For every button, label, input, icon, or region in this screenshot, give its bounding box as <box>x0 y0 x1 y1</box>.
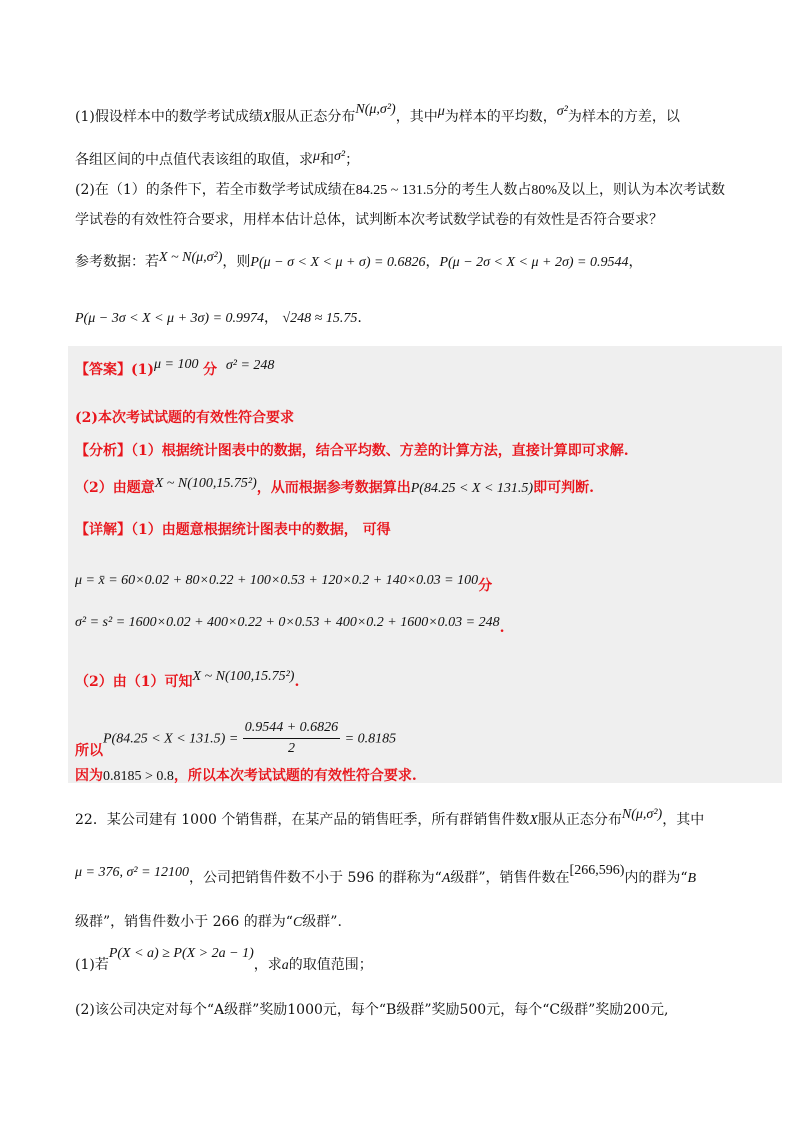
text: 级群”，销售件数小于 266 的群为“ <box>75 914 293 930</box>
answer-line1 <box>75 357 275 381</box>
ref-p2: P(μ − 2σ < X < μ + 2σ) = 0.9544 <box>439 255 629 270</box>
detail-mu <box>75 570 493 594</box>
text: (2)本次考试试题的有效性符合要求 <box>75 410 294 426</box>
text: 【分析】（1）根据统计图表中的数据，结合平均数、方差的计算方法，直接计算即可求解. <box>75 443 629 459</box>
text: ， <box>425 254 440 270</box>
text: ，求 <box>253 957 282 973</box>
answer-unit: 分 <box>202 362 217 378</box>
answer-mu: μ = 100 <box>154 357 199 372</box>
score-range: 84.25 ~ 131.5 <box>355 183 434 198</box>
var-mu: μ <box>437 104 445 119</box>
ref-p1: P(μ − σ < X < μ + σ) = 0.6826 <box>250 255 426 270</box>
text: 因为 <box>75 768 103 784</box>
text: 为样本的平均数， <box>444 109 557 125</box>
text: ，其中 <box>662 812 705 828</box>
analysis-p: P(84.25 < X < 131.5) <box>410 481 534 496</box>
text: 各组区间的中点值代表该组的取值，求 <box>75 152 313 168</box>
text: ， <box>264 310 279 326</box>
q22-line1 <box>75 807 705 831</box>
text: (1)假设样本中的数学考试成绩 <box>75 109 263 125</box>
text: 服从正态分布 <box>271 109 356 125</box>
text: (2)在（1）的条件下，若全市数学考试成绩在 <box>75 182 356 198</box>
normal-dist: N(μ,σ²) <box>355 102 396 117</box>
q22-line5 <box>75 1000 668 1020</box>
text: 参考数据：若 <box>75 254 159 270</box>
var-X: X <box>529 813 538 828</box>
text: . <box>357 310 362 326</box>
text: 和 <box>320 152 335 168</box>
text: ； <box>345 152 360 168</box>
grade-A: A <box>441 871 451 886</box>
answer-tag: 【答案】(1) <box>75 362 154 378</box>
analysis-line2 <box>75 478 594 499</box>
var-sigma2: σ² <box>556 104 568 119</box>
compare: 0.8185 > 0.8 <box>103 769 174 784</box>
var-a: a <box>281 958 289 973</box>
text: (2)该公司决定对每个“A级群”奖励1000元，每个“B级群”奖励500元，每个“C级群”奖励200元, <box>75 1002 669 1018</box>
mu-equation: μ = x̄ = 60×0.02 + 80×0.22 + 100×0.53 + 120×0.2 + 140×0.03 = 100 <box>75 573 479 588</box>
text: ，所以本次考试试题的有效性符合要求. <box>173 768 417 784</box>
grade-B: B <box>687 871 697 886</box>
text: ，公司把销售件数不小于 596 的群称为“ <box>189 870 442 886</box>
p-rhs: = 0.8185 <box>344 731 397 747</box>
q22-line3 <box>75 912 342 933</box>
fraction-den: 2 <box>287 741 295 756</box>
detail-dist: X ~ N(100,15.75²) <box>192 669 295 684</box>
q1-line1 <box>75 102 680 128</box>
ref-dist: X ~ N(μ,σ²) <box>159 250 223 265</box>
text: 学试卷的有效性符合要求，用样本估计总体，试判断本次考试数学试卷的有效性是否符合要求？ <box>75 212 663 228</box>
text: 级群”. <box>302 914 342 930</box>
var-mu: μ <box>313 149 321 164</box>
ref-p3: P(μ − 3σ < X < μ + 3σ) = 0.9974 <box>75 311 265 326</box>
text: 及以上，则认为本次考试数 <box>557 182 725 198</box>
text: ，则 <box>222 254 251 270</box>
fraction-num: 0.9544 + 0.6826 <box>243 718 340 739</box>
percent: 80% <box>531 183 557 198</box>
text: 级群”，销售件数在 <box>450 870 570 886</box>
text: 分 <box>478 578 493 594</box>
text: 的取值范围； <box>288 957 373 973</box>
ref-line1 <box>75 252 642 273</box>
analysis-line1 <box>75 441 629 461</box>
q2-line1 <box>75 180 725 201</box>
text: （2）由题意 <box>75 480 155 496</box>
answer-sigma: σ² = 248 <box>225 358 275 373</box>
analysis-dist: X ~ N(100,15.75²) <box>154 476 257 491</box>
detail-line2 <box>75 669 300 693</box>
text: . <box>294 674 300 690</box>
var-sigma2: σ² <box>334 149 346 164</box>
text: 22．某公司建有 1000 个销售群，在某产品的销售旺季，所有群销售件数 <box>75 812 530 828</box>
ref-sqrt: √248 ≈ 15.75 <box>282 311 358 326</box>
ref-line2 <box>75 308 362 329</box>
q2-line2 <box>75 210 663 230</box>
sigma-equation: σ² = s² = 1600×0.02 + 400×0.22 + 0×0.53 + 400×0.2 + 1600×0.03 = 248 <box>75 615 500 630</box>
grade-C: C <box>292 915 303 930</box>
q22-line2 <box>75 863 697 889</box>
params: μ = 376, σ² = 12100 <box>75 865 190 880</box>
text: 【详解】（1）由题意根据统计图表中的数据， 可得 <box>75 522 391 538</box>
text: ，从而根据参考数据算出 <box>256 480 411 496</box>
detail-because <box>75 766 417 787</box>
text: （2）由（1）可知 <box>75 674 193 690</box>
text: 内的群为“ <box>624 870 688 886</box>
p-lhs: P(84.25 < X < 131.5) = <box>103 731 239 747</box>
detail-line1 <box>75 520 391 540</box>
detail-sigma <box>75 612 505 636</box>
q22-line4 <box>75 946 373 976</box>
text: 所以 <box>75 742 103 759</box>
inequality: P(X < a) ≥ P(X > 2a − 1) <box>108 946 254 961</box>
q1-line2 <box>75 150 359 171</box>
normal-dist: N(μ,σ²) <box>621 807 663 822</box>
text: 即可判断. <box>533 480 594 496</box>
fraction <box>243 718 340 759</box>
range: [266,596) <box>569 863 625 878</box>
text: (1)若 <box>75 957 109 973</box>
answer-line2 <box>75 408 294 428</box>
text: 为样本的方差，以 <box>567 109 680 125</box>
text: 分的考生人数占 <box>433 182 532 198</box>
var-X: X <box>262 110 272 125</box>
text: . <box>499 620 505 636</box>
text: ， <box>628 254 643 270</box>
detail-so <box>75 718 396 759</box>
text: 服从正态分布 <box>537 812 622 828</box>
text: ，其中 <box>395 109 438 125</box>
